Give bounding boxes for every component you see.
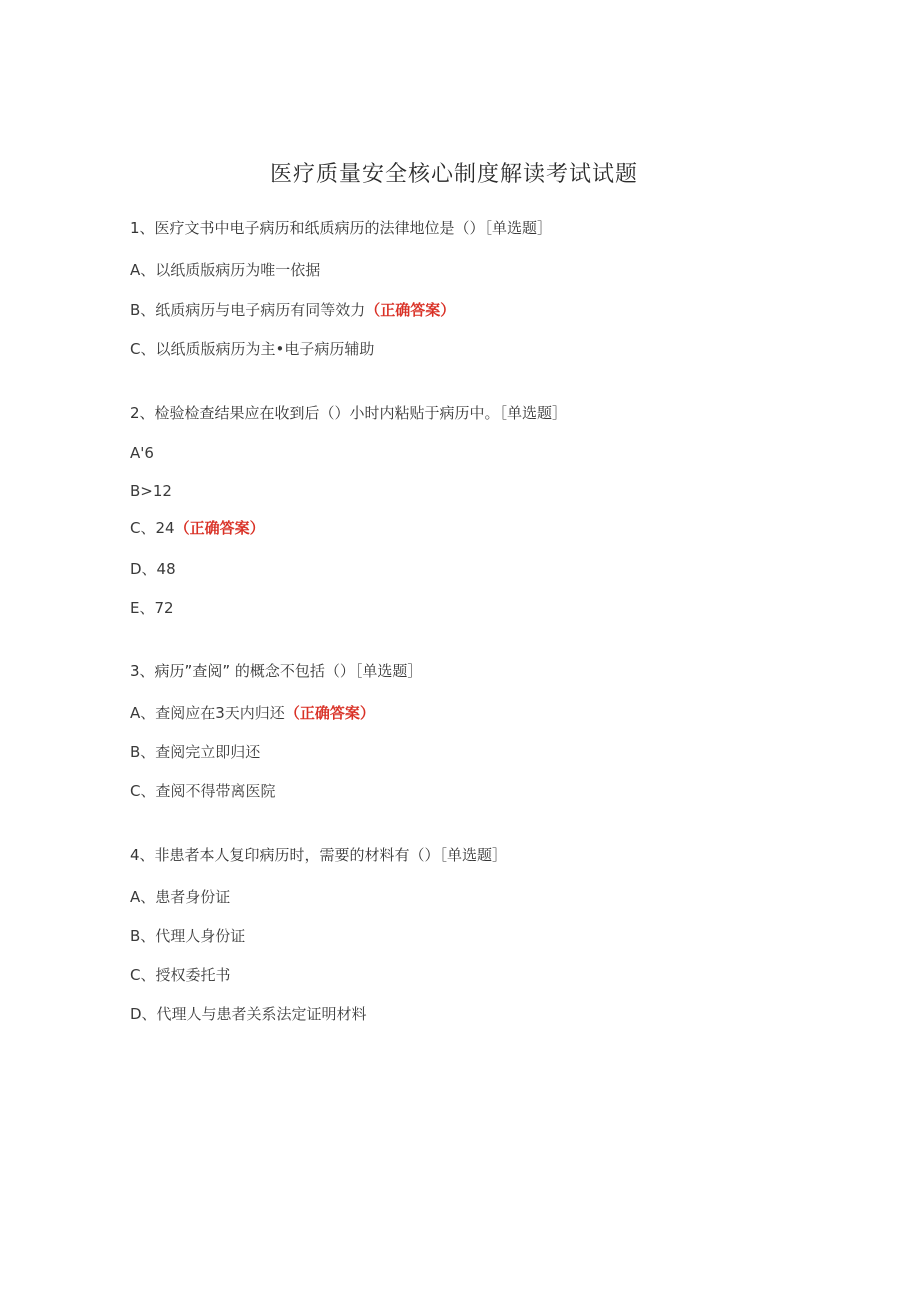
option-text: D、48 [130,560,176,578]
question-2-option-a [130,443,154,463]
correct-answer-tag: （正确答案） [284,704,375,722]
option-text: B、查阅完立即归还 [130,743,261,761]
question-4-text: 4、非患者本人复印病历时，需要的材料有（）［单选题］ [130,846,508,864]
option-text: B、纸质病历与电子病历有同等效力 [130,301,366,319]
correct-answer-tag: （正确答案） [365,301,456,319]
question-2-text: 2、检验检查结果应在收到后（）小时内粘贴于病历中。［单选题］ [130,404,568,422]
option-text: D、代理人与患者关系法定证明材料 [130,1005,367,1023]
question-2-option-e [130,598,174,618]
correct-answer-tag: （正确答案） [174,519,265,537]
option-text: A'6 [130,444,154,462]
question-1-option-c [130,339,374,359]
option-text: C、授权委托书 [130,966,231,984]
question-2-option-c [130,518,265,538]
option-text: C、以纸质版病历为主•电子病历辅助 [130,340,375,358]
option-text: C、24 [130,519,175,537]
question-3-option-b [130,742,260,762]
question-1-text: 1、医疗文书中电子病历和纸质病历的法律地位是（）［单选题］ [130,219,553,237]
option-text: A、以纸质版病历为唯一依据 [130,261,321,279]
option-text: A、患者身份证 [130,888,231,906]
page-title: 医疗质量安全核心制度解读考试试题 [269,162,638,187]
question-4-option-a [130,887,230,907]
option-text: C、查阅不得带离医院 [130,782,276,800]
question-2-option-b [130,481,172,501]
question-4-option-b [130,926,245,946]
question-4-option-d [130,1004,367,1024]
question-1-option-a [130,260,320,280]
option-text: B、代理人身份证 [130,927,246,945]
option-text: E、72 [130,599,174,617]
question-4-option-c [130,965,230,985]
question-3-option-a [130,703,375,723]
question-1-option-b [130,300,455,320]
question-3-option-c [130,781,275,801]
question-2-option-d [130,559,176,579]
question-3-text: 3、病历”查阅” 的概念不包括（）［单选题］ [130,662,423,680]
option-text: A、查阅应在3天内归还 [130,704,285,722]
option-text: B>12 [130,482,172,500]
